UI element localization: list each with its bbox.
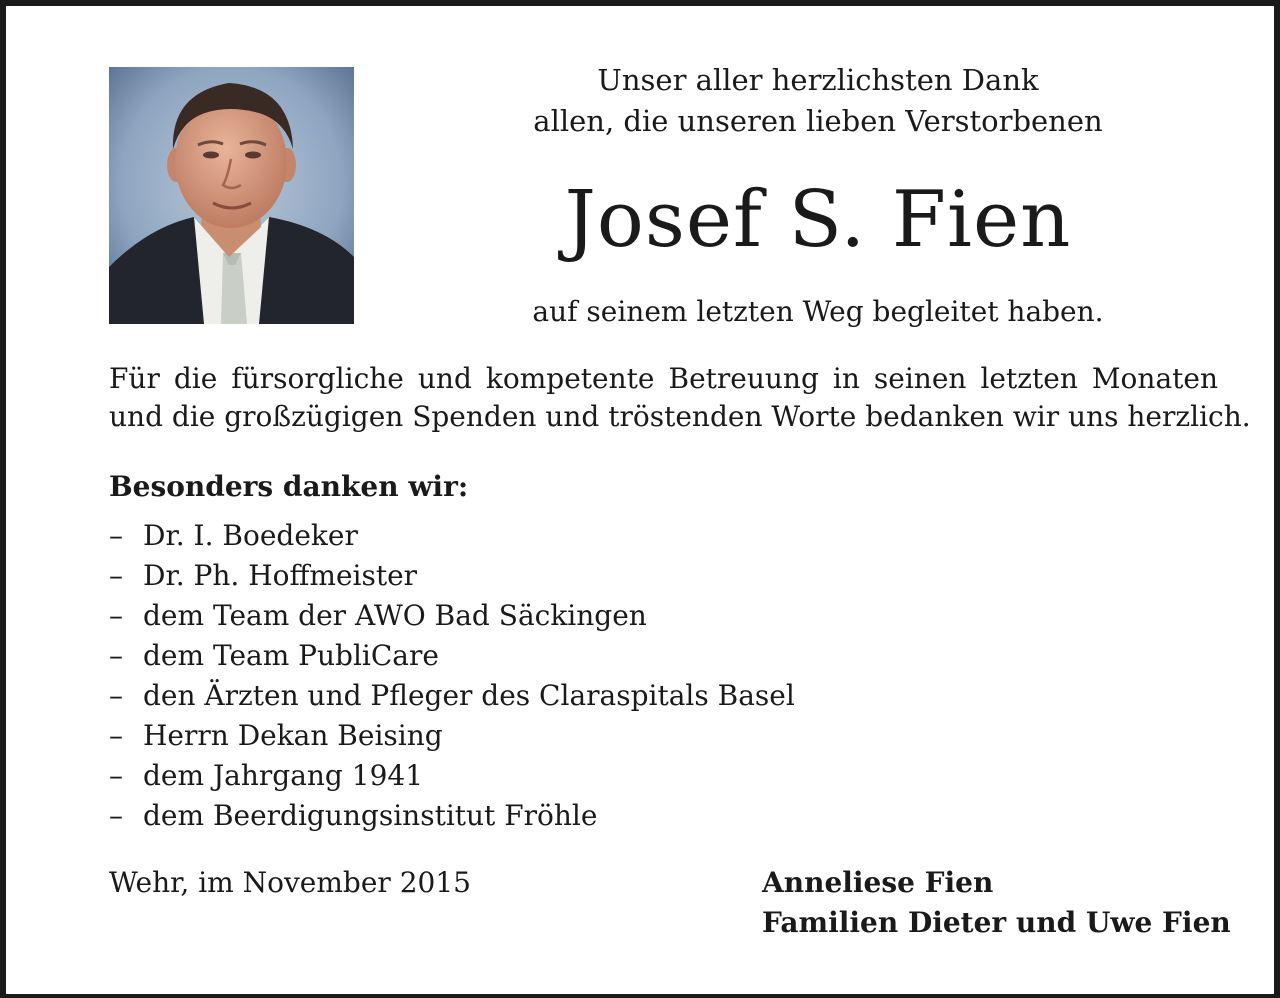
list-item-text: dem Team PubliCare <box>143 639 439 672</box>
paragraph-line-2: und die großzügigen Spenden und tröstenden Worte bedanken wir uns herzlich. <box>109 400 1251 433</box>
list-item-text: dem Beerdigungsinstitut Fröhle <box>143 799 598 832</box>
list-item <box>109 796 795 836</box>
portrait-photo <box>109 67 354 324</box>
signers <box>762 863 1231 943</box>
list-item-text: den Ärzten und Pfleger des Claraspitals Basel <box>143 679 795 712</box>
list-item <box>109 716 795 756</box>
list-item <box>109 516 795 556</box>
list-item <box>109 676 795 716</box>
dash-marker: – <box>109 799 123 832</box>
list-item <box>109 596 795 636</box>
signer-1: Anneliese Fien <box>762 866 994 899</box>
subline: auf seinem letzten Weg begleitet haben. <box>532 295 1104 328</box>
list-item-text: dem Jahrgang 1941 <box>143 759 424 792</box>
paragraph-line-1: Für die fürsorgliche und kompetente Betreuung in seinen letzten Monaten <box>109 362 1218 395</box>
list-item <box>109 756 795 796</box>
list-item <box>109 556 795 596</box>
signer-2: Familien Dieter und Uwe Fien <box>762 906 1231 939</box>
place-date: Wehr, im November 2015 <box>109 866 471 899</box>
thanks-paragraph <box>109 360 1251 436</box>
dash-marker: – <box>109 759 123 792</box>
dash-marker: – <box>109 559 123 592</box>
dash-marker: – <box>109 639 123 672</box>
thanks-list <box>109 516 795 836</box>
header-line-2: allen, die unseren lieben Verstorbenen <box>533 104 1103 138</box>
thanks-heading: Besonders danken wir: <box>109 470 469 503</box>
dash-marker: – <box>109 719 123 752</box>
dash-marker: – <box>109 599 123 632</box>
list-item-text: Herrn Dekan Beising <box>143 719 443 752</box>
list-item-text: Dr. I. Boedeker <box>143 519 358 552</box>
header-text <box>418 60 1218 142</box>
list-item <box>109 636 795 676</box>
dash-marker: – <box>109 679 123 712</box>
list-item-text: Dr. Ph. Hoffmeister <box>143 559 418 592</box>
list-item-text: dem Team der AWO Bad Säckingen <box>143 599 647 632</box>
dash-marker: – <box>109 519 123 552</box>
deceased-name: Josef S. Fien <box>564 175 1072 265</box>
header-line-1: Unser aller herzlichsten Dank <box>597 63 1039 97</box>
